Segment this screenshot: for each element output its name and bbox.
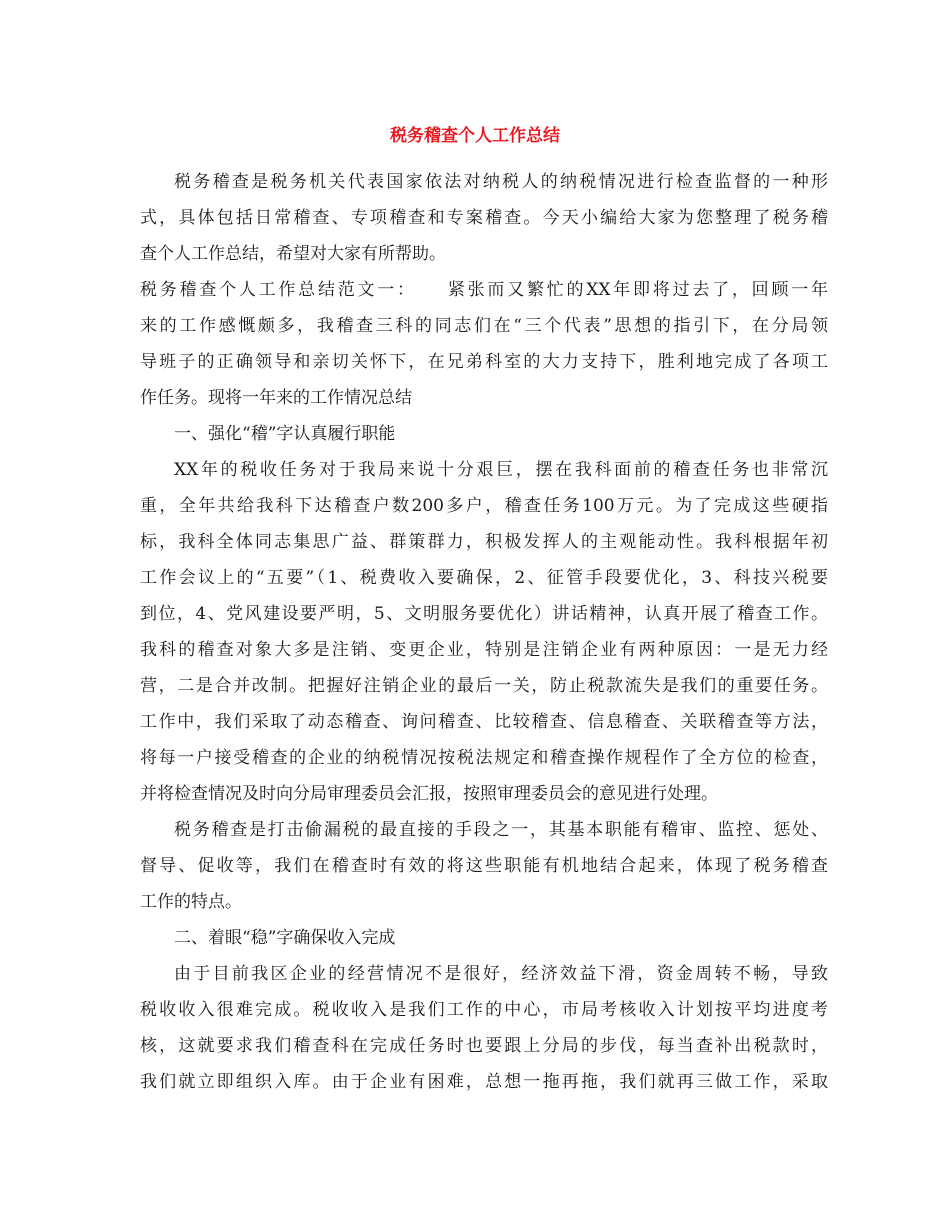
paragraph-line: 我们就立即组织入库。由于企业有困难，总想一拖再拖，我们就再三做工作，采取 (140, 1072, 828, 1092)
document-body (140, 164, 828, 1100)
paragraph-line: 来的工作感慨颇多，我稽查三科的同志们在“三个代表”思想的指引下，在分局领 (140, 316, 828, 336)
paragraph-line: 标，我科全体同志集思广益、群策群力，积极发挥人的主观能动性。我科根据年初 (140, 532, 828, 552)
paragraph-line: 工作会议上的“五要”（1、税费收入要确保，2、征管手段要优化，3、科技兴税要 (140, 568, 828, 588)
paragraph-line: 到位，4、党风建设要严明，5、文明服务要优化）讲话精神，认真开展了稽查工作。 (140, 604, 828, 624)
paragraph-line: 税务稽查是打击偷漏税的最直接的手段之一，其基本职能有稽审、监控、惩处、 (174, 820, 828, 840)
section-heading: 一、强化“稽”字认真履行职能 (174, 424, 396, 444)
paragraph-line: 并将检查情况及时向分局审理委员会汇报，按照审理委员会的意见进行处理。 (140, 784, 718, 804)
paragraph-line: XX年的税收任务对于我局来说十分艰巨，摆在我科面前的稽查任务也非常沉 (174, 460, 828, 480)
paragraph-line: 核，这就要求我们稽查科在完成任务时也要跟上分局的步伐，每当查补出税款时， (140, 1036, 828, 1056)
paragraph-line: 将每一户接受稽查的企业的纳税情况按税法规定和稽查操作规程作了全方位的检查， (140, 748, 828, 768)
paragraph-line: 税收收入很难完成。税收收入是我们工作的中心，市局考核收入计划按平均进度考 (140, 1000, 828, 1020)
paragraph-line: 重，全年共给我科下达稽查户数200多户，稽查任务100万元。为了完成这些硬指 (140, 496, 828, 516)
paragraph-line: 工作的特点。 (140, 892, 242, 912)
paragraph-line: 作任务。现将一年来的工作情况总结 (140, 388, 412, 408)
document-title: 税务稽查个人工作总结 (390, 126, 560, 146)
paragraph-line: 营，二是合并改制。把握好注销企业的最后一关，防止税款流失是我们的重要任务。 (140, 676, 828, 696)
paragraph-line: 由于目前我区企业的经营情况不是很好，经济效益下滑，资金周转不畅，导致 (174, 964, 828, 984)
paragraph-line: 税务稽查是税务机关代表国家依法对纳税人的纳税情况进行检查监督的一种形 (174, 172, 828, 192)
paragraph-line: 导班子的正确领导和亲切关怀下，在兄弟科室的大力支持下，胜利地完成了各项工 (140, 352, 828, 372)
paragraph-line: 税务稽查个人工作总结范文一： 紧张而又繁忙的XX年即将过去了，回顾一年 (140, 280, 828, 300)
paragraph-line: 督导、促收等，我们在稽查时有效的将这些职能有机地结合起来，体现了税务稽查 (140, 856, 828, 876)
paragraph-line: 式，具体包括日常稽查、专项稽查和专案稽查。今天小编给大家为您整理了税务稽 (140, 208, 828, 228)
section-heading: 二、着眼“稳”字确保收入完成 (174, 928, 396, 948)
paragraph-line: 工作中，我们采取了动态稽查、询问稽查、比较稽查、信息稽查、关联稽查等方法， (140, 712, 828, 732)
paragraph-line: 我科的稽查对象大多是注销、变更企业，特别是注销企业有两种原因：一是无力经 (140, 640, 828, 660)
paragraph-line: 查个人工作总结，希望对大家有所帮助。 (140, 244, 446, 264)
